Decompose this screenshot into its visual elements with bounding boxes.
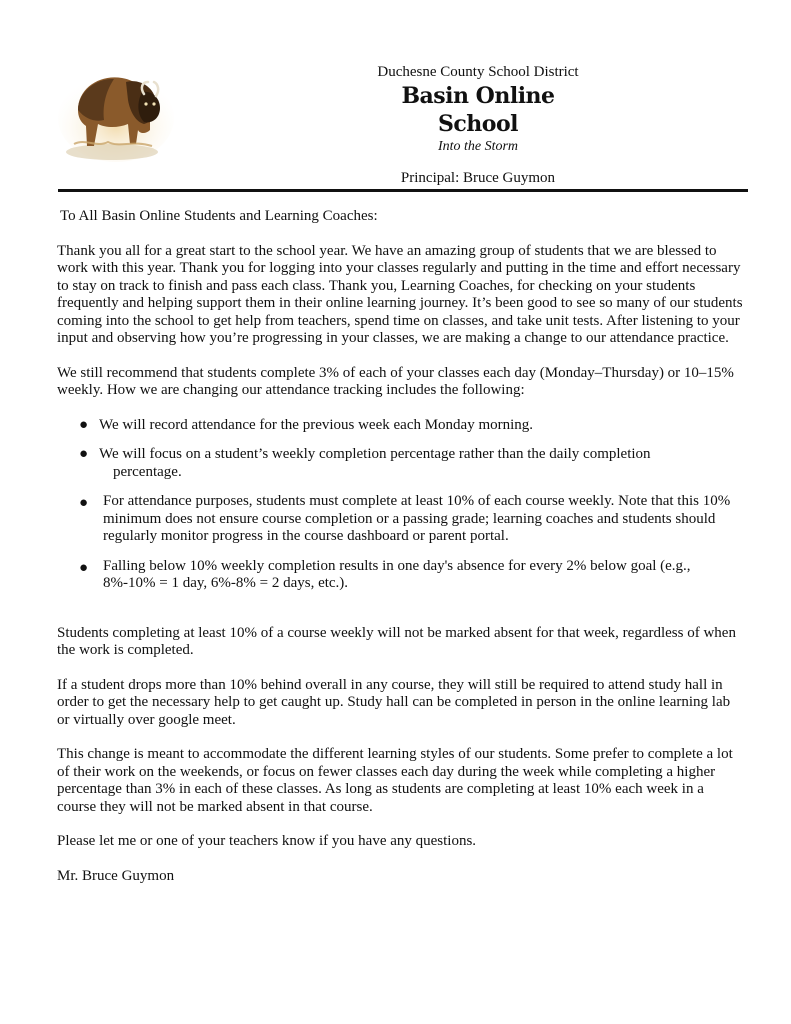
list-item-text-continued: percentage. <box>113 463 182 480</box>
list-item <box>79 417 743 435</box>
attendance-changes-list <box>79 417 743 593</box>
bison-logo <box>56 52 176 164</box>
paragraph-2: We still recommend that students complete 3% of each of your classes each day (Monday–Thursday) or 10–15% weekly. How we are changing our attendance tracking includes the following: <box>57 364 734 398</box>
list-item <box>79 493 743 546</box>
bullet-icon: ● <box>79 559 89 576</box>
header-divider <box>58 189 748 192</box>
principal-line: Principal: Bruce Guymon <box>400 170 556 186</box>
list-item-text: We will focus on a student’s weekly completion percentage rather than the daily completion <box>99 446 651 462</box>
list-item-text: We will record attendance for the previous week each Monday morning. <box>99 416 534 433</box>
greeting: To All Basin Online Students and Learning Coaches: <box>60 208 378 224</box>
list-item-text: For attendance purposes, students must complete at least 10% of each course weekly. Note that this 10% minimum does not ensure course completion or a passing grade; learning coaches and students should regularly monitor progress in the course dashboard or parent portal. <box>103 493 731 544</box>
list-item <box>79 446 743 481</box>
letterhead <box>360 62 596 188</box>
list-item <box>79 558 743 593</box>
signature: Mr. Bruce Guymon <box>57 867 175 884</box>
school-name: Basin Online School <box>401 83 555 137</box>
bullet-icon: ● <box>79 446 89 462</box>
paragraph-6: Please let me or one of your teachers know if you have any questions. <box>57 833 477 849</box>
bison-icon <box>56 52 176 164</box>
list-item-text: Falling below 10% weekly completion results in one day's absence for every 2% below goal (e.g., 8%-10% = 1 day, 6%-8% = 2 days, etc.). <box>103 557 691 591</box>
paragraph-5: This change is meant to accommodate the different learning styles of our students. Some prefer to complete a lot of their work on the weekends, or focus on fewer classes each day during the week while completing a higher percentage than 3% in each of these classes. As long as students are completing at least 10% each week in a course they will not be marked absent in that course. <box>57 746 733 815</box>
paragraph-4: If a student drops more than 10% behind overall in any course, they will still be required to attend study hall in order to get the necessary help to get caught up. Study hall can be completed in person in the online learning lab or virtually over google meet. <box>57 676 731 728</box>
paragraph-3: Students completing at least 10% of a course weekly will not be marked absent for that week, regardless of when the work is completed. <box>57 624 736 658</box>
paragraph-1: Thank you all for a great start to the school year. We have an amazing group of students that we are blessed to work with this year. Thank you for logging into your classes regularly and putting in the time and effort necessary to stay on track to finish and pass each class. Thank you, Learning Coaches, for checking on your students frequently and helping support them in their online learning journey. It’s been good to see so many of our students coming into the school to get help from teachers, spend time on classes, and take unit tests. After listening to your input and observing how you’re progressing in your classes, we are making a change to our attendance practice. <box>57 242 743 346</box>
bullet-icon: ● <box>79 416 89 433</box>
district-name: Duchesne County School District <box>377 64 579 80</box>
school-motto: Into the Storm <box>437 139 519 154</box>
bullet-icon: ● <box>79 495 89 511</box>
letter-body <box>57 208 743 902</box>
